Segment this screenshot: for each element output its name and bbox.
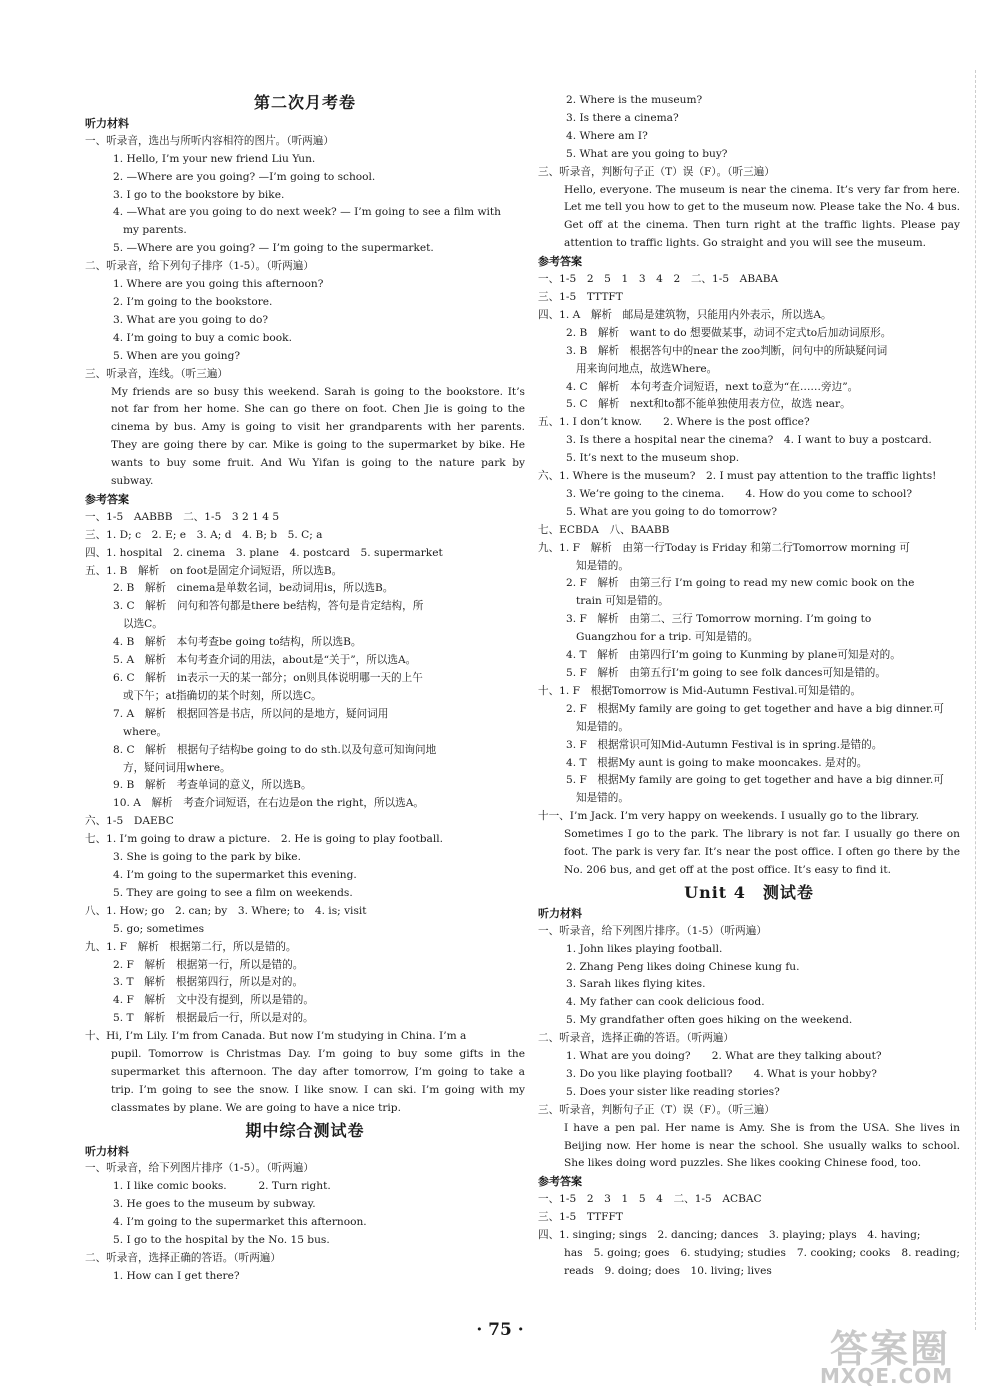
text-line: 二、听录音，给下列句子排序（1-5）。（听两遍） [85,260,314,273]
text-line: 四、1. A 解析 邮局是建筑物，只能用内外表示，所以选A。 [538,308,832,321]
text-line: 3. B 解析 根据答句中的near the zoo判断，问句中的所缺疑问词 [566,344,888,357]
text-line: 2. I’m going to the bookstore. [113,295,273,308]
text-line: 3. We’re going to the cinema. 4. How do you come to school? [566,487,913,500]
text-line: 一、听录音，给下列图片排序。（1-5）（听两遍） [538,924,767,937]
paragraph: Sometimes I go to the park. The library is not far. I usually go there on foot. The park is very far. It’s near the post office. I often go there by the No. 206 bus, and get off at the post office. It’s easy to find it. [564,828,964,876]
text-line: 3. Do you like playing football? 4. What is your hobby? [566,1067,877,1080]
section-title: Unit 4 测试卷 [684,882,814,902]
text-line: 3. C 解析 问句和答句都是there be结构，答句是肯定结构，所 [113,600,424,613]
text-line: 方，疑问词用where。 [123,761,231,774]
text-line: 4. C 解析 本句考查介词短语，next to意为“在……旁边”。 [566,380,859,393]
text-line: 6. C 解析 in表示一天的某一部分；on则具体说明哪一天的上午 [113,672,423,684]
text-line: Guangzhou for a trip. 可知是错的。 [576,631,759,644]
text-line: 2. F 解析 由第三行 I’m going to read my new comic book on the [566,577,915,590]
text-line: my parents. [123,224,187,237]
text-line: 1. What are you doing? 2. What are they talking about? [566,1050,882,1063]
text-line: 三、听录音，判断句子正（T）误（F）。（听三遍） [538,165,775,178]
text-line: 一、1-5 AABBB 二、1-5 3 2 1 4 5 [85,510,280,523]
left-column [85,90,529,1286]
text-line: 5. What are you going to buy? [566,147,728,160]
subsection-heading: 参考答案 [538,255,582,269]
watermark-url: MXQE.COM [820,1364,954,1388]
paragraph: My friends are so busy this weekend. Sarah is going to the bookstore. It’s not far from her home. She can go there on foot. Chen Jie is going to the cinema by bus. Amy is going to visit her grandparents with her parents. They are going there by car. Mike is going to the supermarket by bike. He wants to buy some fruit. And Wu Yifan is going to the nature park by subway. [111,385,529,488]
text-line: 一、听录音，选出与所听内容相符的图片。（听两遍） [85,134,334,147]
text-line: 四、1. hospital 2. cinema 3. plane 4. postcard 5. supermarket [85,546,443,559]
text-line: 9. B 解析 考查单词的意义，所以选B。 [113,779,312,792]
text-line: 3. She is going to the park by bike. [113,851,301,864]
text-line: 5. I go to the hospital by the No. 15 bus. [113,1234,330,1247]
text-line: 五、1. B 解析 on foot是固定介词短语，所以选B。 [85,564,343,577]
text-line: 3. What are you going to do? [113,313,269,326]
text-line: 2. F 根据My family are going to get together and have a big dinner.可 [566,702,944,715]
text-line: 1. I like comic books. 2. Turn right. [113,1180,331,1193]
text-line: 三、1-5 TTTFT [538,290,623,303]
text-line: 3. Sarah likes flying kites. [566,978,706,991]
paragraph: I have a pen pal. Her name is Amy. She is from the USA. She lives in Beijing now. Her home is near the school. She usually walks to school. She likes doing word puzzles. She likes cooking Chinese food, too. [564,1121,964,1170]
text-line: 一、听录音，给下列图片排序（1-5）。（听两遍） [85,1162,314,1175]
text-line: 5. —Where are you going? — I’m going to the supermarket. [113,242,434,255]
text-line: 3. F 解析 由第二、三行 Tomorrow morning. I’m going to [566,613,872,626]
paragraph: has 5. going; goes 6. studying; studies 7. cooking; cooks 8. reading; reads 9. doing; does 10. living; lives [564,1247,964,1277]
page-edge-marks [975,70,984,1330]
text-line: 十、Hi, I’m Lily. I’m from Canada. But now I’m studying in China. I’m a [85,1030,467,1043]
text-line: 5. They are going to see a film on weekends. [113,886,353,899]
text-line: 或下午；at指确切的某个时刻，所以选C。 [123,689,322,702]
text-line: 3. I go to the bookstore by bike. [113,188,285,201]
section-title: 第二次月考卷 [253,93,356,112]
text-line: 八、1. How; go 2. can; by 3. Where; to 4. is; visit [85,904,367,917]
text-line: 十一、I’m Jack. I’m very happy on weekends. I usually go to the library. [538,810,919,823]
text-line: 4. F 解析 文中没有提到，所以是错的。 [113,994,314,1007]
text-line: train 可知是错的。 [576,595,669,608]
text-line: 五、1. I don’t know. 2. Where is the post office? [538,416,810,429]
text-line: 1. John likes playing football. [566,942,723,955]
text-line: 5. F 解析 由第五行I’m going to see folk dances可知是错的。 [566,667,886,679]
text-line: 六、1. Where is the museum? 2. I must pay attention to the traffic lights! [538,470,937,483]
text-line: 4. B 解析 本句考查be going to结构，所以选B。 [113,636,362,649]
text-line: 2. Where is the museum? [566,94,703,106]
subsection-heading: 听力材料 [85,116,129,130]
text-line: 九、1. F 解析 由第一行Today is Friday 和第二行Tomorrow morning 可 [538,541,910,554]
paragraph: pupil. Tomorrow is Christmas Day. I’m going to buy some gifts in the supermarket this afternoon. The day after tomorrow, I’m going to take a trip. I’m going to see the snow. I like snow. I can ski. I’m going with my classmates by plane. We are going to have a nice trip. [111,1048,529,1114]
text-line: 二、听录音，选择正确的答语。（听两遍） [85,1252,281,1264]
text-line: 2. B 解析 want to do 想要做某事，动词不定式to后加动词原形。 [566,326,892,339]
section-title: 期中综合测试卷 [245,1120,365,1140]
text-line: 一、1-5 2 3 1 5 4 二、1-5 ACBAC [538,1193,762,1206]
text-line: 4. T 解析 由第四行I’m going to Kunming by plane可知是对的。 [566,649,901,662]
right-column [538,92,964,1281]
text-line: 七、ECBDA 八、BAABB [538,523,670,536]
text-line: 5. go; sometimes [113,922,205,935]
text-line: 5. C 解析 next和to都不能单独使用表方位，故选 near。 [566,398,851,411]
text-line: 用来询问地点，故选Where。 [576,362,718,375]
text-line: 4. Where am I? [566,129,648,142]
subsection-heading: 听力材料 [538,906,582,920]
text-line: 3. F 根据常识可知Mid-Autumn Festival is in spring.是错的。 [566,738,883,751]
text-line: 三、1. D; c 2. E; e 3. A; d 4. B; b 5. C; a [85,528,323,541]
text-line: 三、1-5 TTFFT [538,1211,623,1224]
text-line: 4. —What are you going to do next week? — I’m going to see a film with [113,206,501,219]
paragraph: Hello, everyone. The museum is near the cinema. It’s very far from here. Let me tell you how to get to the museum now. Please take the No. 4 bus. Get off at the cinema. Then turn right at the traffic lights. Please pay attention to traffic lights. Go straight and you will see the museum. [564,183,964,250]
text-line: 知是错的。 [576,792,629,805]
watermark-text: 答案圈 [830,1327,951,1371]
text-line: 3. He goes to the museum by subway. [113,1198,316,1211]
text-line: where。 [123,725,168,738]
text-line: 3. Is there a cinema? [566,111,679,124]
page-number: · 75 · [476,1320,524,1340]
subsection-heading: 参考答案 [538,1175,582,1189]
text-line: 5. F 根据My family are going to get together and have a big dinner.可 [566,774,944,787]
text-line: 2. F 解析 根据第一行，所以是错的。 [113,958,304,971]
text-line: 3. Is there a hospital near the cinema? 4. I want to buy a postcard. [566,434,932,447]
text-line: 5. What are you going to do tomorrow? [566,505,778,518]
text-line: 4. I’m going to buy a comic book. [113,331,292,344]
text-line: 5. T 解析 根据最后一行，所以是对的。 [113,1012,314,1025]
text-line: 7. A 解析 根据回答是书店，所以问的是地方，疑问词用 [113,707,389,720]
text-line: 10. A 解析 考查介词短语，在右边是on the right，所以选A。 [113,797,424,810]
text-line: 知是错的。 [576,720,629,733]
text-line: 十、1. F 根据Tomorrow is Mid-Autumn Festival.可知是错的。 [538,684,862,697]
text-line: 二、听录音，选择正确的答语。（听两遍） [538,1032,734,1045]
text-line: 4. I’m going to the supermarket this evening. [113,868,357,881]
watermark-logo [820,1318,990,1390]
text-line: 5. A 解析 本句考查介词的用法，about是“关于”，所以选A。 [113,654,417,667]
text-line: 4. T 根据My aunt is going to make mooncakes. 是对的。 [566,756,868,769]
text-line: 5. My grandfather often goes hiking on the weekend. [566,1014,853,1027]
text-line: 六、1-5 DAEBC [85,815,174,828]
text-line: 8. C 解析 根据句子结构be going to do sth.以及句意可知询问地 [113,743,437,756]
text-line: 1. Hello, I’m your new friend Liu Yun. [113,152,316,165]
text-line: 5. It’s next to the museum shop. [566,452,740,465]
text-line: 四、1. singing; sings 2. dancing; dances 3. playing; plays 4. having; [538,1229,921,1242]
text-line: 4. I’m going to the supermarket this afternoon. [113,1216,367,1229]
subsection-heading: 参考答案 [85,492,129,506]
text-line: 5. When are you going? [113,349,241,362]
text-line: 1. Where are you going this afternoon? [113,278,324,291]
text-line: 以选C。 [123,618,163,631]
text-line: 2. Zhang Peng likes doing Chinese kung fu. [566,960,800,973]
text-line: 4. My father can cook delicious food. [566,996,765,1009]
text-line: 三、听录音，判断句子正（T）误（F）。（听三遍） [538,1103,775,1116]
text-line: 九、1. F 解析 根据第二行，所以是错的。 [85,940,297,953]
subsection-heading: 听力材料 [85,1144,129,1158]
text-line: 3. T 解析 根据第四行，所以是对的。 [113,976,304,989]
text-line: 2. —Where are you going? —I’m going to school. [113,170,376,183]
text-line: 七、1. I’m going to draw a picture. 2. He is going to play football. [85,833,443,846]
text-line: 1. How can I get there? [113,1269,240,1282]
text-line: 知是错的。 [576,559,629,572]
text-line: 三、听录音，连线。（听三遍） [85,367,229,380]
text-line: 一、1-5 2 5 1 3 4 2 二、1-5 ABABA [538,273,779,286]
text-line: 5. Does your sister like reading stories? [566,1085,780,1098]
text-line: 2. B 解析 cinema是单数名词，be动词用is，所以选B。 [113,582,394,595]
